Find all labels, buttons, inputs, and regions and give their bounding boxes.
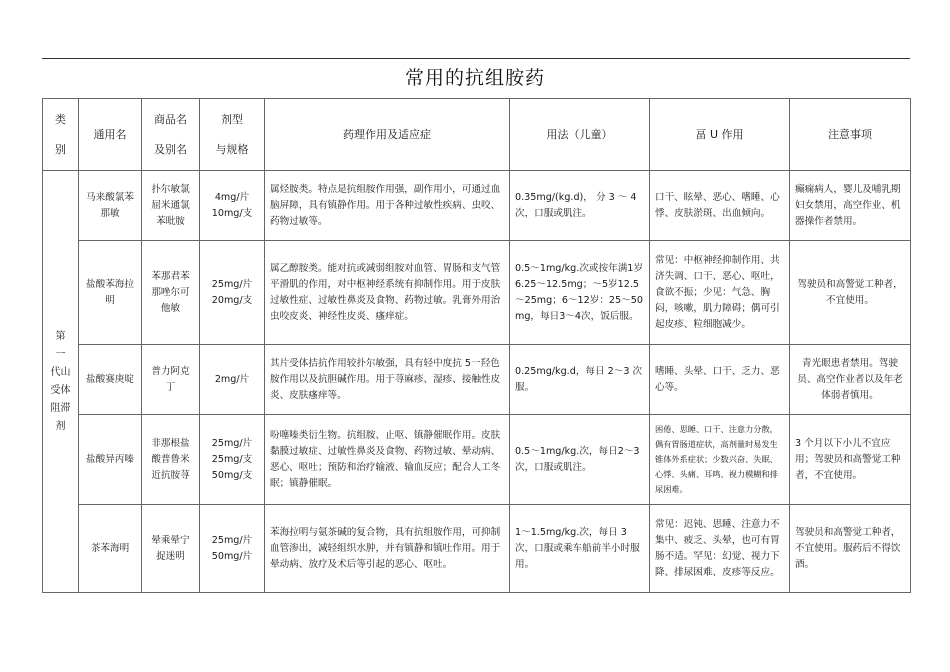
dosage-form-cell: 2mg/片	[200, 345, 265, 415]
side-effects-cell: 嗜睡、头晕、口干、乏力、恶心等。	[650, 345, 790, 415]
usage-cell: 1～1.5mg/kg.次，每日 3 次，口服或乘车船前半小时服用。	[510, 505, 650, 593]
table-row	[43, 505, 911, 593]
header-generic-name: 通用名	[79, 99, 142, 171]
brand-name-cell: 普力阿克丁	[142, 345, 200, 415]
header-category: 类 别	[43, 99, 79, 171]
header-usage: 用法（儿童）	[510, 99, 650, 171]
notes-cell: 驾驶员和高警觉工种者，不宜使用。服药后不得饮酒。	[790, 505, 911, 593]
usage-cell: 0.5～1mg/kg.次，每日2～3次，口服或肌注。	[510, 415, 650, 505]
table-row	[43, 415, 911, 505]
table-row	[43, 345, 911, 415]
header-row	[43, 99, 911, 171]
dosage-form-cell: 25mg/片 50mg/片	[200, 505, 265, 593]
top-rule	[42, 58, 910, 59]
side-effects-cell: 口干、眩晕、恶心、嗜睡、心悸、皮肤淤斑、出血倾向。	[650, 171, 790, 241]
category-cell: 第 一 代山 受体 阻滞 剂	[43, 171, 79, 593]
brand-name-cell: 苯那君苯那唑尔可他敏	[142, 241, 200, 345]
dosage-form-cell: 25mg/片 25mg/支 50mg/支	[200, 415, 265, 505]
pharmacology-cell: 其片受体拮抗作用较扑尔敏强，具有轻中度抗 5一羟色胺作用以及抗胆碱作用。用于荨麻疹、湿疹、接触性皮炎、皮肤瘙痒等。	[265, 345, 510, 415]
table-row	[43, 241, 911, 345]
notes-cell: 驾驶员和高警觉工种者，不宜使用。	[790, 241, 911, 345]
generic-name-cell: 马来酸氯苯那敏	[79, 171, 142, 241]
usage-cell: 0.5～1mg/kg.次或按年满1岁6.25～12.5mg；～5岁12.5～25mg；6～12岁：25～50mg，每日3～4次，饭后服。	[510, 241, 650, 345]
table-row	[43, 171, 911, 241]
dosage-form-cell: 4mg/片 10mg/支	[200, 171, 265, 241]
pharmacology-cell: 属乙醇胺类。能对抗或减弱组胺对血管、胃肠和支气管平滑肌的作用，对中枢神经系统有抑制作用。用于皮肤过敏性症、过敏性鼻炎及食物、药物过敏。乳膏外用治虫咬皮炎、神经性皮炎、瘙痒症。	[265, 241, 510, 345]
generic-name-cell: 盐酸赛庚啶	[79, 345, 142, 415]
header-dosage-form: 剂型 与规格	[200, 99, 265, 171]
notes-cell: 癫痫病人，婴儿及哺乳期妇女禁用，高空作业、机器操作者禁用。	[790, 171, 911, 241]
antihistamine-table	[42, 98, 911, 593]
generic-name-cell: 茶苯海明	[79, 505, 142, 593]
header-pharmacology: 药理作用及适应症	[265, 99, 510, 171]
notes-cell: 3 个月以下小儿不宜应用；驾驶员和高警觉工种者，不宜使用。	[790, 415, 911, 505]
pharmacology-cell: 苯海拉明与氨茶碱的复合物，具有抗组胺作用，可抑制血管渗出，减轻组织水肿，并有镇静和镇吐作用。用于晕动病、放疗及术后等引起的恶心、呕吐。	[265, 505, 510, 593]
side-effects-cell: 困倦、思睡、口干、注意力分散，偶有胃肠道症状，高剂量时易发生锥体外系症状；少数兴奋、失眠、心悸、头痛、耳鸣、视力模糊和排尿困难。	[650, 415, 790, 505]
brand-name-cell: 扑尔敏氯屈米通氯苯吡胺	[142, 171, 200, 241]
generic-name-cell: 盐酸苯海拉明	[79, 241, 142, 345]
brand-name-cell: 晕乘晕宁捉迷明	[142, 505, 200, 593]
brand-name-cell: 非那根盐酸普鲁米近抗胺荨	[142, 415, 200, 505]
usage-cell: 0.35mg/(kg.d)， 分 3 ～ 4 次，口服或肌注。	[510, 171, 650, 241]
generic-name-cell: 盐酸异丙嗪	[79, 415, 142, 505]
pharmacology-cell: 属烃胺类。特点是抗组胺作用强，副作用小，可通过血脑屏障，具有镇静作用。用于各种过敏性疾病、虫咬、药物过敏等。	[265, 171, 510, 241]
side-effects-cell: 常见：迟钝、思睡、注意力不集中、疲乏、头晕，也可有胃肠不适。罕见：幻觉、视力下降、排尿困难、皮疹等反应。	[650, 505, 790, 593]
pharmacology-cell: 吩噻嗪类衍生物。抗组胺、止呕、镇静催眠作用。皮肤黏膜过敏症、过敏性鼻炎及食物、药物过敏、晕动病、恶心、呕吐；预防和治疗输液、输血反应；配合人工冬眠；镇静催眠。	[265, 415, 510, 505]
notes-cell: 青光眼患者禁用。驾驶员、高空作业者以及年老体弱者慎用。	[790, 345, 911, 415]
side-effects-cell: 常见：中枢神经抑制作用、共济失调、口干、恶心、呕吐，食欲不振；少见：气急、胸闷，咳嗽，肌力障碍；偶可引起皮疹、粒细胞减少。	[650, 241, 790, 345]
header-side-effects: 畐 U 作用	[650, 99, 790, 171]
usage-cell: 0.25mg/kg.d，每日 2～3 次服。	[510, 345, 650, 415]
header-notes: 注意事项	[790, 99, 911, 171]
header-brand-name: 商品名 及别名	[142, 99, 200, 171]
dosage-form-cell: 25mg/片 20mg/支	[200, 241, 265, 345]
page-title: 常用的抗组胺药	[404, 67, 545, 89]
